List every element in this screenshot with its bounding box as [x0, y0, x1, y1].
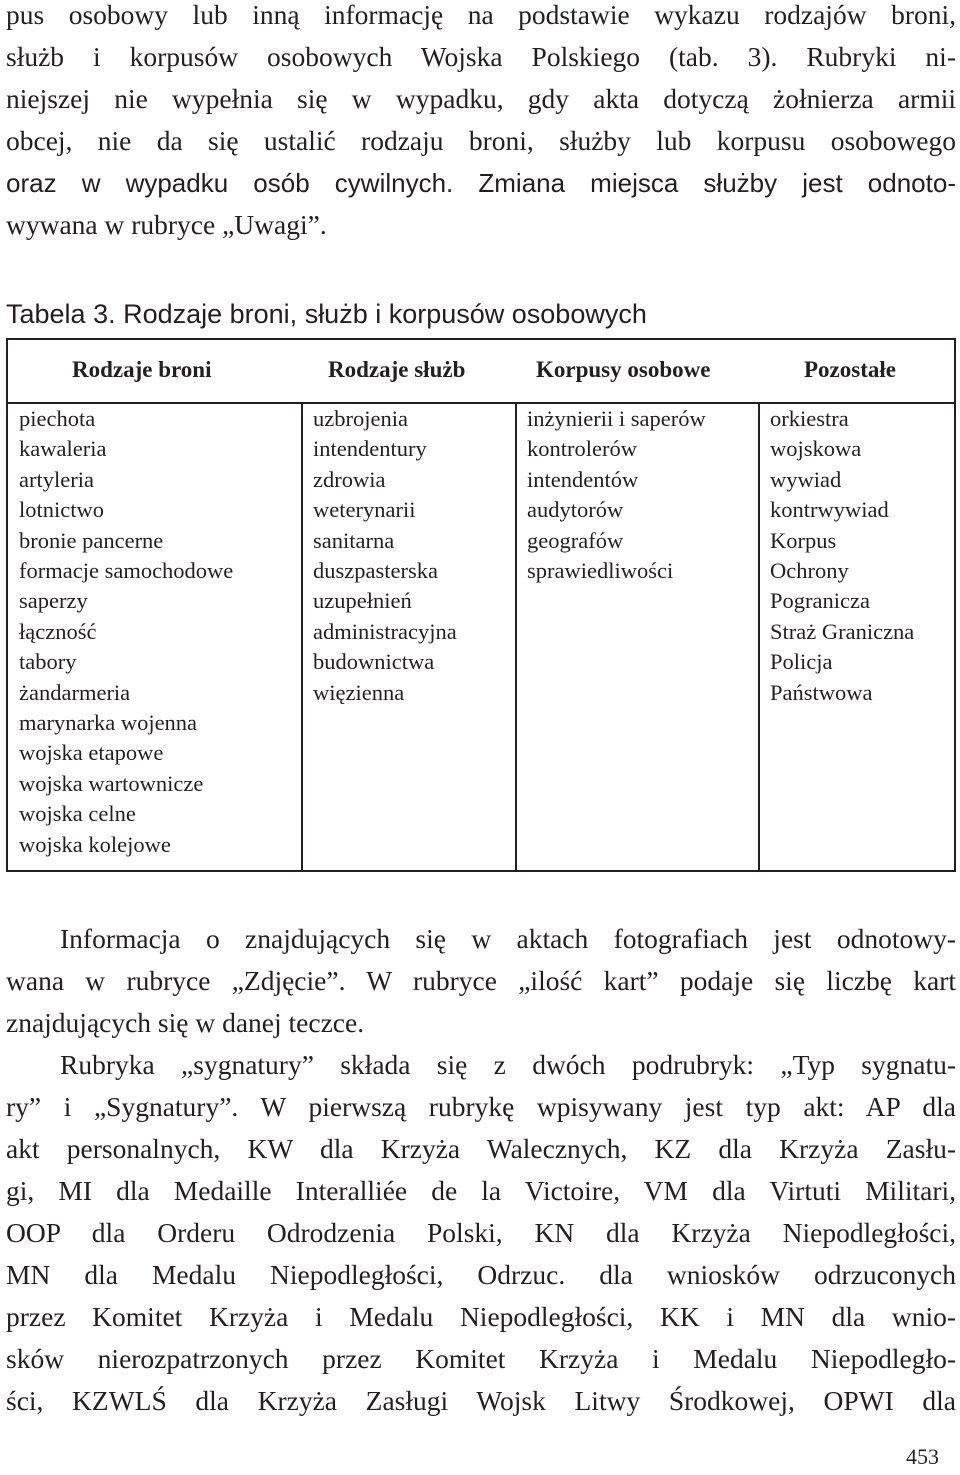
table-body — [8, 402, 954, 870]
text-line: MN dla Medalu Niepodległości, Odrzuc. dla wniosków odrzuconych — [6, 1259, 956, 1290]
text-line: znajdujących się w danej teczce. — [6, 1007, 365, 1038]
text-line: ści, KZWLŚ dla Krzyża Zasługi Wojsk Litwy Środkowej, OPWI dla — [6, 1385, 956, 1416]
text-line: obcej, nie da się ustalić rodzaju broni, służby lub korpusu osobowego — [6, 125, 956, 156]
table-cell-item: sanitarna — [313, 527, 395, 553]
table-cell-item: intendentów — [527, 466, 639, 492]
text-line: sków nierozpatrzonych przez Komitet Krzyża i Medalu Niepodległo- — [6, 1343, 956, 1374]
text-line: ry” i „Sygnatury”. W pierwszą rubrykę wpisywany jest typ akt: AP dla — [6, 1091, 956, 1122]
table-cell-item: saperzy — [19, 588, 88, 614]
table-cell-item: intendentury — [313, 436, 427, 462]
table-cell-item: wojskowa — [770, 436, 862, 462]
table-cell-item: wojska wartownicze — [19, 770, 204, 796]
table-cell-item: marynarka wojenna — [19, 710, 198, 736]
text-line: wana w rubryce „Zdjęcie”. W rubryce „ilość kart” podaje się liczbę kart — [6, 965, 956, 996]
table-cell-item: kawaleria — [19, 436, 107, 462]
body-paragraph-2 — [6, 1044, 956, 1422]
text-line: oraz w wypadku osób cywilnych. Zmiana miejsca służby jest odnoto- — [6, 168, 956, 198]
table-cell-item: Pogranicza — [770, 588, 870, 614]
header-rodzaje-broni: Rodzaje broni — [72, 357, 212, 382]
table-cell-item: łączność — [19, 618, 97, 644]
table-cell-item: formacje samochodowe — [19, 558, 234, 584]
text-line: akt personalnych, KW dla Krzyża Walecznych, KZ dla Krzyża Zasłu- — [6, 1133, 956, 1164]
table-cell-item: Korpus — [770, 527, 837, 553]
column-rodzaje-broni — [19, 402, 299, 870]
table-cell-item: wojska kolejowe — [19, 831, 171, 857]
text-line: Rubryka „sygnatury” składa się z dwóch podrubryk: „Typ sygnatu- — [60, 1049, 956, 1080]
table-cell-item: Ochrony — [770, 558, 849, 584]
table-cell-item: wywiad — [770, 466, 842, 492]
table-cell-item: geografów — [527, 527, 624, 553]
text-line: niejszej nie wypełnia się w wypadku, gdy akta dotyczą żołnierza armii — [6, 83, 956, 114]
table-cell-item: wojska etapowe — [19, 740, 164, 766]
text-line: służb i korpusów osobowych Wojska Polskiego (tab. 3). Rubryki ni- — [6, 41, 956, 72]
table-cell-item: audytorów — [527, 497, 624, 523]
page-number: 453 — [906, 1444, 939, 1469]
header-pozostale: Pozostałe — [804, 357, 896, 382]
table-cell-item: piechota — [19, 406, 96, 431]
table-cell-item: uzbrojenia — [313, 406, 408, 431]
text-line: wywana w rubryce „Uwagi”. — [6, 209, 327, 240]
table-cell-item: tabory — [19, 649, 77, 675]
table-cell-item: Straż Graniczna — [770, 618, 915, 644]
table-cell-item: więzienna — [313, 679, 405, 705]
column-pozostale — [758, 402, 960, 870]
table-cell-item: artyleria — [19, 466, 94, 492]
column-korpusy-osobowe — [515, 402, 757, 870]
body-paragraph-1 — [6, 918, 956, 1044]
table-cell-item: inżynierii i saperów — [527, 406, 706, 431]
table-cell-item: bronie pancerne — [19, 527, 164, 553]
table-cell-item: orkiestra — [770, 406, 849, 431]
table-cell-item: lotnictwo — [19, 497, 104, 523]
table-cell-item: uzupełnień — [313, 588, 412, 614]
table-cell-item: kontrolerów — [527, 436, 637, 462]
table-header-row — [8, 340, 954, 404]
table-cell-item: duszpasterska — [313, 558, 438, 584]
text-line: gi, MI dla Medaille Interalliée de la Victoire, VM dla Virtuti Militari, — [6, 1175, 956, 1206]
text-line: OOP dla Orderu Odrodzenia Polski, KN dla Krzyża Niepodległości, — [6, 1217, 956, 1248]
table-cell-item: budownictwa — [313, 649, 435, 675]
table-cell-item: Policja — [770, 649, 833, 675]
text-line: Informacja o znajdujących się w aktach fotografiach jest odnotowy- — [60, 923, 956, 954]
table-cell-item: zdrowia — [313, 466, 386, 492]
table-cell-item: administracyjna — [313, 618, 457, 644]
header-rodzaje-sluzb: Rodzaje służb — [328, 357, 466, 382]
table-cell-item: kontrwywiad — [770, 497, 889, 523]
table-cell-item: weterynarii — [313, 497, 416, 523]
table-cell-item: wojska celne — [19, 801, 136, 827]
table-cell-item: sprawiedliwości — [527, 558, 674, 584]
text-line: pus osobowy lub inną informację na podstawie wykazu rodzajów broni, — [6, 0, 956, 30]
text-line: przez Komitet Krzyża i Medalu Niepodległości, KK i MN dla wnio- — [6, 1301, 956, 1332]
intro-paragraph — [6, 0, 956, 246]
table-caption: Tabela 3. Rodzaje broni, służb i korpusów osobowych — [6, 299, 647, 329]
header-korpusy-osobowe: Korpusy osobowe — [536, 357, 711, 382]
table-3 — [6, 338, 956, 872]
column-rodzaje-sluzb — [301, 402, 513, 870]
table-cell-item: Państwowa — [770, 679, 873, 705]
table-cell-item: żandarmeria — [19, 679, 131, 705]
